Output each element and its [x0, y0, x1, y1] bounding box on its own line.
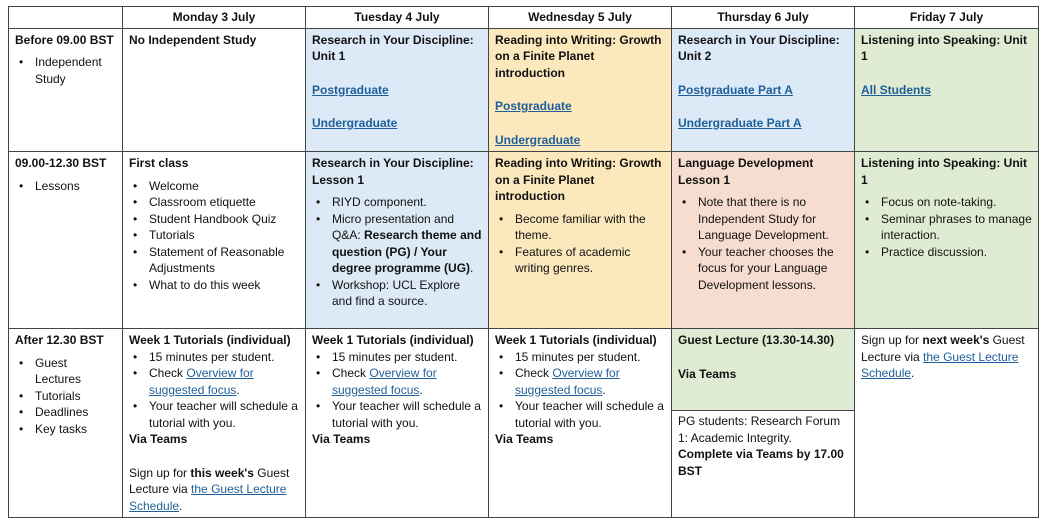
cell-title: Research in Your Discipline: Unit 2	[678, 32, 840, 63]
time-cell-before	[9, 28, 123, 152]
row-lessons	[9, 152, 1039, 329]
row-after-1230	[9, 329, 1039, 518]
guest-lecture-block	[672, 329, 854, 411]
time-label: After 12.30 BST	[15, 333, 104, 347]
list-item: • Student Handbook Quiz	[149, 211, 299, 228]
bold-text: Research theme and question (PG) / Your degree programme (UG)	[332, 228, 482, 275]
header-row	[9, 7, 1039, 29]
cell-mon-before	[123, 28, 306, 152]
all-students-link[interactable]: All Students	[861, 82, 932, 97]
time-bullet: • Independent Study	[35, 54, 116, 87]
day-header-tuesday: Tuesday 4 July	[306, 7, 489, 29]
text-span: .	[911, 366, 915, 380]
cell-title: Guest Lecture (13.30-14.30)	[678, 333, 835, 347]
undergraduate-part-a-link[interactable]: Undergraduate Part A	[678, 116, 802, 130]
postgraduate-part-a-link[interactable]: Postgraduate Part A	[678, 82, 793, 97]
cell-tue-after	[306, 329, 489, 518]
bold-text: this week's	[190, 465, 254, 480]
list-item: • Focus on note-taking.	[881, 194, 1032, 211]
row-before-0900	[9, 28, 1039, 152]
day-header-wednesday: Wednesday 5 July	[489, 7, 672, 29]
day-header-monday: Monday 3 July	[123, 7, 306, 29]
cell-wed-after	[489, 329, 672, 518]
list-item: • Workshop: UCL Explore and find a source.	[332, 277, 482, 310]
text-span: .	[236, 382, 240, 397]
list-item: • Classroom etiquette	[149, 194, 299, 211]
corner-cell	[9, 7, 123, 29]
list-item: • Your teacher will schedule a tutorial with you.	[149, 398, 299, 431]
text-span: Guest Lecture via	[861, 333, 1025, 364]
cell-title: Research in Your Discipline: Lesson 1	[312, 156, 474, 187]
text-span: Check	[515, 366, 553, 380]
text-span: .	[470, 261, 474, 275]
undergraduate-link[interactable]: Undergraduate	[312, 116, 398, 130]
list-item: • Features of academic writing genres.	[515, 244, 665, 277]
cell-wed-lessons	[489, 152, 672, 329]
time-cell-after	[9, 329, 123, 518]
time-cell-lessons	[9, 152, 123, 329]
cell-fri-before	[855, 28, 1039, 152]
text-span: Sign up for	[129, 465, 191, 480]
list-item: • What to do this week	[149, 277, 299, 294]
text-span: .	[419, 382, 423, 397]
signup-text	[861, 332, 1032, 382]
cell-title: Listening into Speaking: Unit 1	[861, 32, 1027, 63]
time-label: 09.00-12.30 BST	[15, 156, 107, 170]
day-header-thursday: Thursday 6 July	[672, 7, 855, 29]
overview-link[interactable]: Overview for suggested focus	[332, 366, 437, 397]
text-span: Sign up for	[861, 333, 923, 347]
time-bullet: • Deadlines	[35, 404, 116, 421]
list-item: • Practice discussion.	[881, 244, 1032, 261]
postgraduate-link[interactable]: Postgraduate	[495, 99, 572, 113]
list-item	[332, 365, 482, 398]
guest-lecture-schedule-link[interactable]: the Guest Lecture Schedule	[861, 349, 1019, 380]
cell-tue-before	[306, 28, 489, 152]
undergraduate-link[interactable]: Undergraduate	[495, 132, 581, 147]
signup-text	[129, 465, 299, 515]
list-item: • 15 minutes per student.	[515, 349, 665, 366]
overview-link[interactable]: Overview for suggested focus	[149, 366, 254, 397]
bold-text: next week's	[922, 333, 990, 347]
cell-mon-after	[123, 329, 306, 518]
list-item: • Seminar phrases to manage interaction.	[881, 211, 1032, 244]
list-item: • 15 minutes per student.	[149, 349, 299, 366]
via-teams-label: Via Teams	[129, 432, 188, 446]
postgraduate-link[interactable]: Postgraduate	[312, 82, 389, 97]
via-teams-label: Via Teams	[495, 432, 554, 446]
pg-research-forum-text: PG students: Research Forum 1: Academic Integrity.	[678, 414, 841, 445]
cell-thu-after	[672, 329, 855, 518]
list-item: • 15 minutes per student.	[332, 349, 482, 366]
list-item: • Welcome	[149, 178, 299, 195]
list-item: • Statement of Reasonable Adjustments	[149, 244, 299, 277]
cell-title: Week 1 Tutorials (individual)	[129, 333, 291, 347]
cell-mon-lessons	[123, 152, 306, 329]
via-teams-label: Via Teams	[312, 432, 371, 446]
text-span: .	[602, 382, 606, 397]
cell-title: Listening into Speaking: Unit 1	[861, 156, 1027, 187]
time-bullet: • Tutorials	[35, 388, 116, 405]
cell-fri-after	[855, 329, 1039, 518]
day-header-friday: Friday 7 July	[855, 7, 1039, 29]
timetable	[8, 6, 1039, 518]
text-span: Check	[332, 366, 370, 380]
cell-tue-lessons	[306, 152, 489, 329]
via-teams-label: Via Teams	[678, 366, 737, 381]
list-item	[332, 211, 482, 277]
list-item: • Your teacher chooses the focus for your Language Development lessons.	[698, 244, 848, 294]
overview-link[interactable]: Overview for suggested focus	[515, 366, 620, 397]
research-forum-block	[678, 411, 848, 479]
time-bullet: • Key tasks	[35, 421, 116, 438]
cell-title: Language Development Lesson 1	[678, 156, 814, 187]
time-label: Before 09.00 BST	[15, 32, 114, 47]
list-item	[515, 365, 665, 398]
cell-title: Week 1 Tutorials (individual)	[312, 333, 474, 347]
list-item: • Your teacher will schedule a tutorial with you.	[332, 398, 482, 431]
cell-title: Reading into Writing: Growth on a Finite Planet introduction	[495, 32, 662, 80]
cell-title: Week 1 Tutorials (individual)	[495, 333, 657, 347]
list-item: • Your teacher will schedule a tutorial with you.	[515, 398, 665, 431]
time-bullet: • Guest Lectures	[35, 355, 116, 388]
text-span: Guest Lecture via	[129, 465, 290, 496]
text-span: Micro presentation and Q&A:	[332, 211, 455, 242]
list-item: • Note that there is no Independent Study for Language Development.	[698, 194, 848, 244]
text-span: Check	[149, 366, 187, 380]
cell-fri-lessons	[855, 152, 1039, 329]
cell-title: Research in Your Discipline: Unit 1	[312, 32, 474, 63]
cell-title: First class	[129, 156, 189, 170]
guest-lecture-schedule-link[interactable]: the Guest Lecture Schedule	[129, 482, 287, 513]
cell-title: Reading into Writing: Growth on a Finite Planet introduction	[495, 156, 662, 203]
list-item: • Tutorials	[149, 227, 299, 244]
time-bullet: • Lessons	[35, 178, 116, 195]
list-item: • Become familiar with the theme.	[515, 211, 665, 244]
cell-thu-before	[672, 28, 855, 152]
list-item: • RIYD component.	[332, 194, 482, 211]
list-item	[149, 365, 299, 398]
complete-deadline-text: Complete via Teams by 17.00 BST	[678, 447, 844, 478]
cell-title: No Independent Study	[129, 32, 257, 47]
cell-wed-before	[489, 28, 672, 152]
text-span: .	[179, 498, 183, 513]
cell-thu-lessons	[672, 152, 855, 329]
